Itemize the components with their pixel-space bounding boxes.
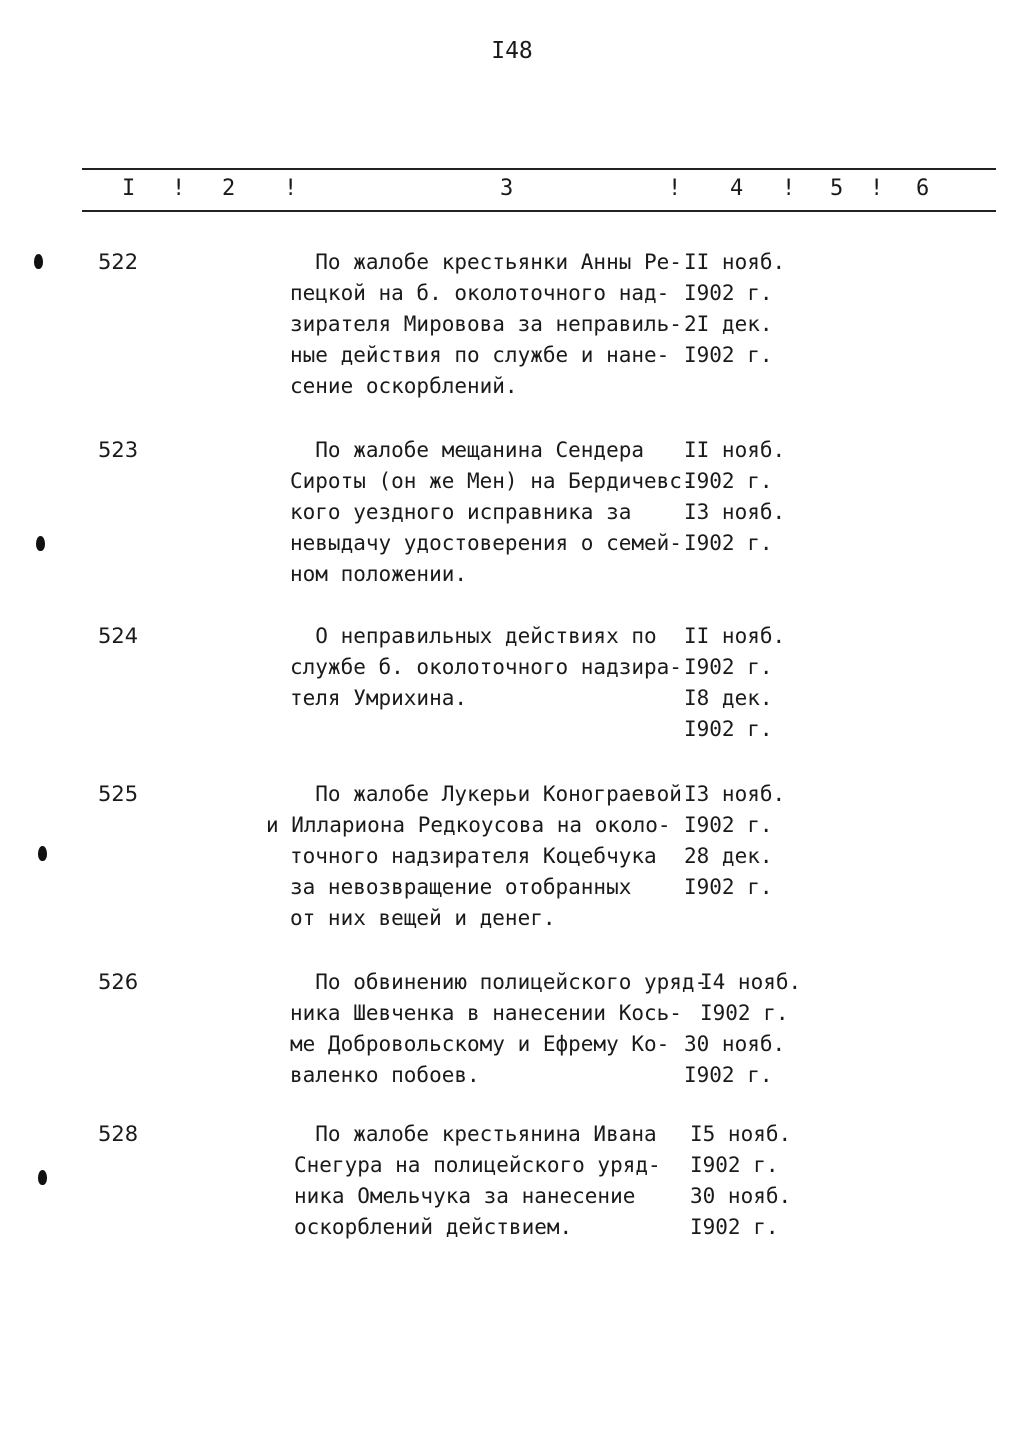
date-line: II нояб. — [684, 438, 786, 462]
column-header: 3 — [500, 176, 514, 201]
entry-number: 524 — [98, 624, 139, 648]
description-line: ном положении. — [290, 562, 468, 586]
column-header: 6 — [916, 176, 930, 201]
column-separator: ! — [172, 176, 186, 201]
column-separator: ! — [782, 176, 796, 201]
date-line: I902 г. — [684, 281, 773, 305]
entry-number: 522 — [98, 250, 139, 274]
date-line: I902 г. — [684, 655, 773, 679]
column-separator: ! — [284, 176, 298, 201]
header-rule-bottom — [82, 210, 996, 212]
description-line: По обвинению полицейского уряд- — [290, 970, 708, 994]
description-line: теля Умрихина. — [290, 686, 468, 710]
description-line: ме Добровольскому и Ефрему Ко- — [290, 1032, 670, 1056]
description-line: По жалобе Лукерьи Конограевой — [290, 782, 682, 806]
description-line: Сироты (он же Мен) на Бердичевс- — [290, 469, 695, 493]
description-line: По жалобе мещанина Сендера — [290, 438, 645, 462]
date-line: I902 г. — [690, 1215, 779, 1239]
description-line: По жалобе крестьянина Ивана — [290, 1122, 657, 1146]
description-line: службе б. околоточного надзира- — [290, 655, 682, 679]
column-header: 4 — [730, 176, 744, 201]
description-line: ные действия по службе и нане- — [290, 343, 670, 367]
description-line: от них вещей и денег. — [290, 906, 556, 930]
description-line: О неправильных действиях по — [290, 624, 657, 648]
date-line: I4 нояб. — [700, 970, 802, 994]
description-line: оскорблений действием. — [294, 1215, 573, 1239]
entry-number: 523 — [98, 438, 139, 462]
date-line: I902 г. — [684, 1063, 773, 1087]
description-line: валенко побоев. — [290, 1063, 480, 1087]
date-line: I902 г. — [684, 813, 773, 837]
column-separator: ! — [668, 176, 682, 201]
binder-hole-mark — [38, 846, 47, 861]
description-line: пецкой на б. околоточного над- — [290, 281, 670, 305]
header-rule-top — [82, 168, 996, 170]
date-line: I3 нояб. — [684, 500, 786, 524]
description-line: зирателя Мировова за неправиль- — [290, 312, 682, 336]
date-line: II нояб. — [684, 250, 786, 274]
date-line: I902 г. — [684, 469, 773, 493]
entry-number: 528 — [98, 1122, 139, 1146]
description-line: кого уездного исправника за — [290, 500, 632, 524]
date-line: I8 дек. — [684, 686, 773, 710]
date-line: I902 г. — [700, 1001, 789, 1025]
page-number: I48 — [491, 38, 533, 64]
date-line: 30 нояб. — [690, 1184, 792, 1208]
entry-number: 525 — [98, 782, 139, 806]
date-line: 30 нояб. — [684, 1032, 786, 1056]
description-line: невыдачу удостоверения о семей- — [290, 531, 682, 555]
description-line: ника Омельчука за нанесение — [294, 1184, 636, 1208]
date-line: I5 нояб. — [690, 1122, 792, 1146]
binder-hole-mark — [38, 1170, 47, 1185]
date-line: 2I дек. — [684, 312, 773, 336]
column-header: I — [122, 176, 136, 201]
column-separator: ! — [870, 176, 884, 201]
date-line: I902 г. — [684, 531, 773, 555]
column-header: 2 — [222, 176, 236, 201]
binder-hole-mark — [34, 254, 43, 269]
date-line: I902 г. — [690, 1153, 779, 1177]
description-line: за невозвращение отобранных — [290, 875, 632, 899]
column-header: 5 — [830, 176, 844, 201]
date-line: I902 г. — [684, 717, 773, 741]
date-line: 28 дек. — [684, 844, 773, 868]
description-line: и Иллариона Редкоусова на около- — [266, 813, 671, 837]
entry-number: 526 — [98, 970, 139, 994]
date-line: II нояб. — [684, 624, 786, 648]
date-line: I902 г. — [684, 875, 773, 899]
binder-hole-mark — [36, 536, 45, 551]
description-line: По жалобе крестьянки Анны Ре- — [290, 250, 682, 274]
date-line: I3 нояб. — [684, 782, 786, 806]
description-line: точного надзирателя Коцебчука — [290, 844, 657, 868]
date-line: I902 г. — [684, 343, 773, 367]
description-line: Снегура на полицейского уряд- — [294, 1153, 661, 1177]
description-line: сение оскорблений. — [290, 374, 518, 398]
description-line: ника Шевченка в нанесении Кось- — [290, 1001, 682, 1025]
